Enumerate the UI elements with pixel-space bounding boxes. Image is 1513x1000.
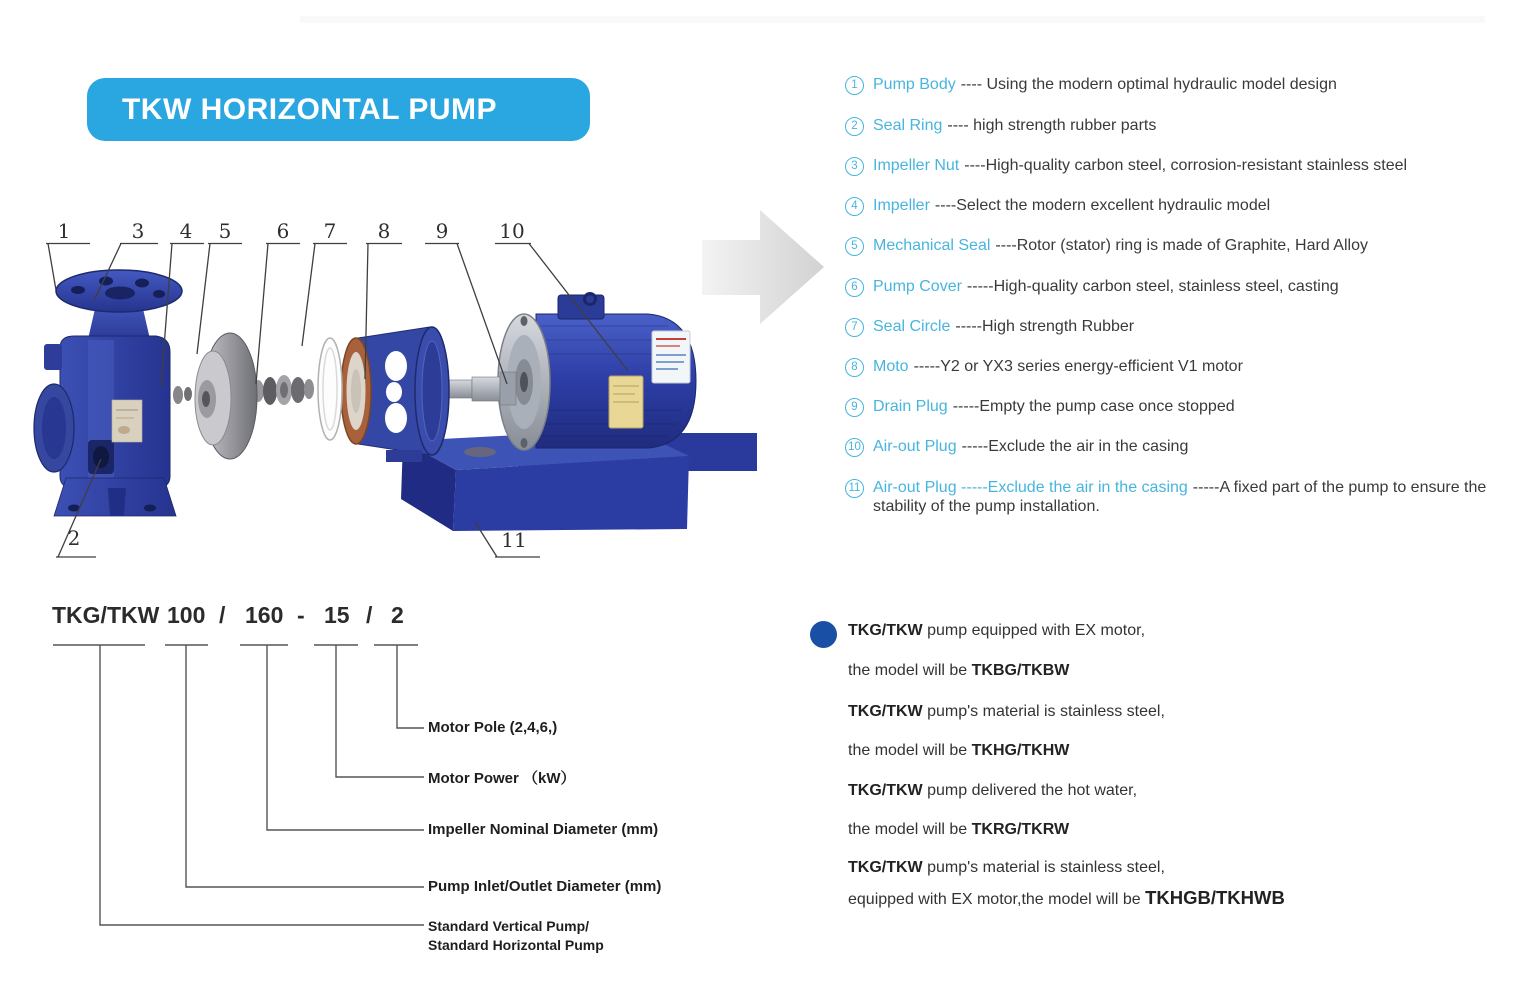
pump-body: [34, 270, 182, 516]
part-callout-6: 6: [276, 219, 290, 243]
model-separator: -: [297, 602, 305, 628]
seal-circle: [318, 338, 342, 440]
circled-number: 7: [845, 318, 864, 337]
part-callout-8: 8: [377, 219, 391, 243]
part-callout-5: 5: [218, 219, 232, 243]
label-standard-pump: Standard Vertical Pump/ Standard Horizontal Pump: [428, 918, 604, 953]
model-separator: /: [366, 602, 373, 628]
circled-number: 5: [845, 237, 864, 256]
model-connector-lines: [40, 595, 440, 955]
part-callout-2: 2: [67, 526, 81, 550]
legend-item: 3 Impeller Nut ----High-quality carbon steel, corrosion-resistant stainless steel: [845, 156, 1493, 175]
motor: [498, 294, 696, 451]
legend-item: 4 Impeller ----Select the modern excellent hydraulic model: [845, 196, 1493, 215]
page-title: TKW HORIZONTAL PUMP: [121, 92, 498, 126]
part-callout-1: 1: [57, 219, 71, 243]
label-motor-pole: Motor Pole (2,4,6,): [428, 719, 558, 736]
note-line: the model will be TKRG/TKRW: [848, 821, 1070, 838]
circled-number: 11: [845, 479, 864, 498]
circled-number: 2: [845, 117, 864, 136]
circled-number: 3: [845, 157, 864, 176]
legend-item: 5 Mechanical Seal ----Rotor (stator) ring is made of Graphite, Hard Alloy: [845, 236, 1493, 255]
circled-number: 10: [845, 438, 864, 457]
part-callout-7: 7: [323, 219, 337, 243]
legend-item: 10 Air-out Plug -----Exclude the air in the casing: [845, 437, 1493, 456]
legend-item: 1 Pump Body ---- Using the modern optimal hydraulic model design: [845, 75, 1493, 94]
impeller: [173, 333, 257, 459]
bullet-icon: [810, 621, 837, 648]
note-line: equipped with EX motor,the model will be TKHGB/TKHWB: [848, 887, 1285, 908]
legend-item: 6 Pump Cover -----High-quality carbon steel, stainless steel, casting: [845, 277, 1493, 296]
note-line: the model will be TKBG/TKBW: [848, 662, 1070, 679]
scan-artifact: [300, 16, 1485, 23]
circled-number: 6: [845, 278, 864, 297]
circled-number: 1: [845, 76, 864, 95]
part-callout-4: 4: [179, 219, 193, 243]
part-callout-10: 10: [499, 219, 525, 243]
note-line: the model will be TKHG/TKHW: [848, 742, 1070, 759]
label-motor-power: Motor Power （kW）: [428, 770, 576, 787]
model-separator: /: [219, 602, 226, 628]
title-banner: [87, 78, 590, 141]
pump-exploded-view: [30, 200, 840, 570]
label-impeller-diameter: Impeller Nominal Diameter (mm): [428, 821, 659, 838]
arrow-right-icon: [702, 210, 824, 324]
legend-item: 9 Drain Plug -----Empty the pump case once stopped: [845, 397, 1493, 416]
part-callout-11: 11: [501, 528, 527, 552]
legend-item: 7 Seal Circle -----High strength Rubber: [845, 317, 1493, 336]
model-segment-pole: 2: [391, 602, 404, 628]
circled-number: 4: [845, 197, 864, 216]
legend-item: 8 Moto -----Y2 or YX3 series energy-efficient V1 motor: [845, 357, 1493, 376]
circled-number: 9: [845, 398, 864, 417]
part-callout-3: 3: [131, 219, 145, 243]
label-inlet-outlet: Pump Inlet/Outlet Diameter (mm): [428, 878, 662, 895]
model-segment-series: TKG/TKW: [52, 602, 160, 628]
circled-number: 8: [845, 358, 864, 377]
model-segment-power: 15: [324, 602, 350, 628]
pump-cover: [341, 327, 449, 462]
legend-item: 2 Seal Ring ---- high strength rubber parts: [845, 116, 1493, 135]
legend-item: 11 Air-out Plug -----Exclude the air in the casing -----A fixed part of the pump to ensure the stability of the pump installation.: [845, 478, 1493, 516]
note-line: TKG/TKW pump's material is stainless steel,: [848, 703, 1165, 720]
note-line: TKG/TKW pump equipped with EX motor,: [848, 622, 1146, 639]
note-line: TKG/TKW pump delivered the hot water,: [848, 782, 1138, 799]
note-line: TKG/TKW pump's material is stainless steel,: [848, 859, 1165, 876]
part-callout-9: 9: [435, 219, 449, 243]
model-segment-impeller: 160: [245, 602, 284, 628]
model-segment-inlet: 100: [167, 602, 206, 628]
